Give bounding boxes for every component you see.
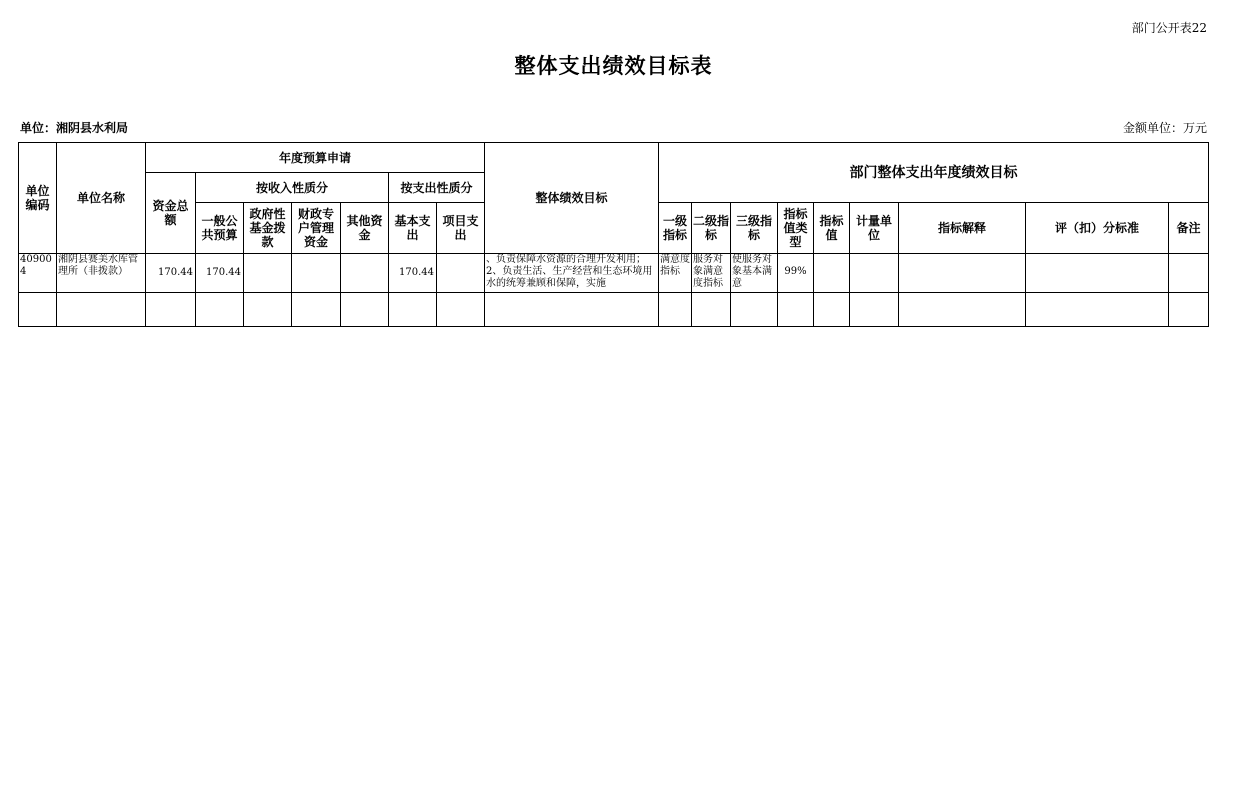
cell-empty	[692, 293, 731, 327]
cell-empty	[778, 293, 814, 327]
cell-remark	[1169, 254, 1209, 293]
header-by-expense: 按支出性质分	[389, 173, 485, 203]
cell-overall-goal: 、负责保障水资源的合理开发利用；2、负责生活、生产经营和生态环境用水的统筹兼顾和保障，实施	[485, 254, 659, 293]
cell-level3: 使服务对象基本满意	[731, 254, 778, 293]
header-project-expense: 项目支出	[437, 203, 485, 254]
cell-empty	[146, 293, 196, 327]
header-basic-expense: 基本支出	[389, 203, 437, 254]
header-level1: 一级指标	[659, 203, 692, 254]
cell-measure-unit	[850, 254, 899, 293]
cell-empty	[244, 293, 292, 327]
cell-level2: 服务对象满意度指标	[692, 254, 731, 293]
cell-empty	[389, 293, 437, 327]
header-measure-unit: 计量单位	[850, 203, 899, 254]
amount-unit-label: 金额单位：万元	[1122, 121, 1207, 135]
header-level2: 二级指标	[692, 203, 731, 254]
header-dept-goal: 部门整体支出年度绩效目标	[659, 143, 1209, 203]
cell-basic-expense: 170.44	[389, 254, 437, 293]
cell-total-funds: 170.44	[146, 254, 196, 293]
cell-empty	[659, 293, 692, 327]
header-annual-budget: 年度预算申请	[146, 143, 485, 173]
table-row	[19, 293, 1209, 327]
header-by-income: 按收入性质分	[196, 173, 389, 203]
cell-project-expense	[437, 254, 485, 293]
cell-empty	[19, 293, 57, 327]
cell-empty	[1026, 293, 1169, 327]
cell-explanation	[899, 254, 1026, 293]
cell-empty	[850, 293, 899, 327]
cell-empty	[437, 293, 485, 327]
cell-empty	[57, 293, 146, 327]
header-gov-fund: 政府性基金拨款	[244, 203, 292, 254]
cell-value-type: 99%	[778, 254, 814, 293]
cell-empty	[196, 293, 244, 327]
header-unit-name: 单位名称	[57, 143, 146, 254]
cell-empty	[731, 293, 778, 327]
header-level3: 三级指标	[731, 203, 778, 254]
header-remark: 备注	[1169, 203, 1209, 254]
header-special-account: 财政专户管理资金	[292, 203, 341, 254]
cell-empty	[1169, 293, 1209, 327]
cell-empty	[485, 293, 659, 327]
cell-empty	[292, 293, 341, 327]
cell-empty	[814, 293, 850, 327]
form-number: 部门公开表22	[1131, 21, 1207, 35]
header-explanation: 指标解释	[899, 203, 1026, 254]
unit-label: 单位：湘阴县水利局	[20, 121, 129, 135]
cell-gov-fund	[244, 254, 292, 293]
cell-unit-name: 湘阴县赛美水库管理所（非拨款）	[57, 254, 146, 293]
table-row	[19, 254, 1209, 293]
cell-value	[814, 254, 850, 293]
cell-unit-code: 409004	[19, 254, 57, 293]
cell-other-funds	[341, 254, 389, 293]
header-value-type: 指标值类型	[778, 203, 814, 254]
cell-empty	[899, 293, 1026, 327]
cell-general-budget: 170.44	[196, 254, 244, 293]
header-general-budget: 一般公共预算	[196, 203, 244, 254]
header-scoring: 评（扣）分标准	[1026, 203, 1169, 254]
header-unit-code: 单位编码	[19, 143, 57, 254]
header-other-funds: 其他资金	[341, 203, 389, 254]
header-total-funds: 资金总额	[146, 173, 196, 254]
performance-target-table	[18, 142, 1209, 327]
cell-empty	[341, 293, 389, 327]
header-value: 指标值	[814, 203, 850, 254]
cell-special-account	[292, 254, 341, 293]
header-overall-goal: 整体绩效目标	[485, 143, 659, 254]
cell-scoring	[1026, 254, 1169, 293]
cell-level1: 满意度指标	[659, 254, 692, 293]
page-title: 整体支出绩效目标表	[514, 54, 713, 78]
